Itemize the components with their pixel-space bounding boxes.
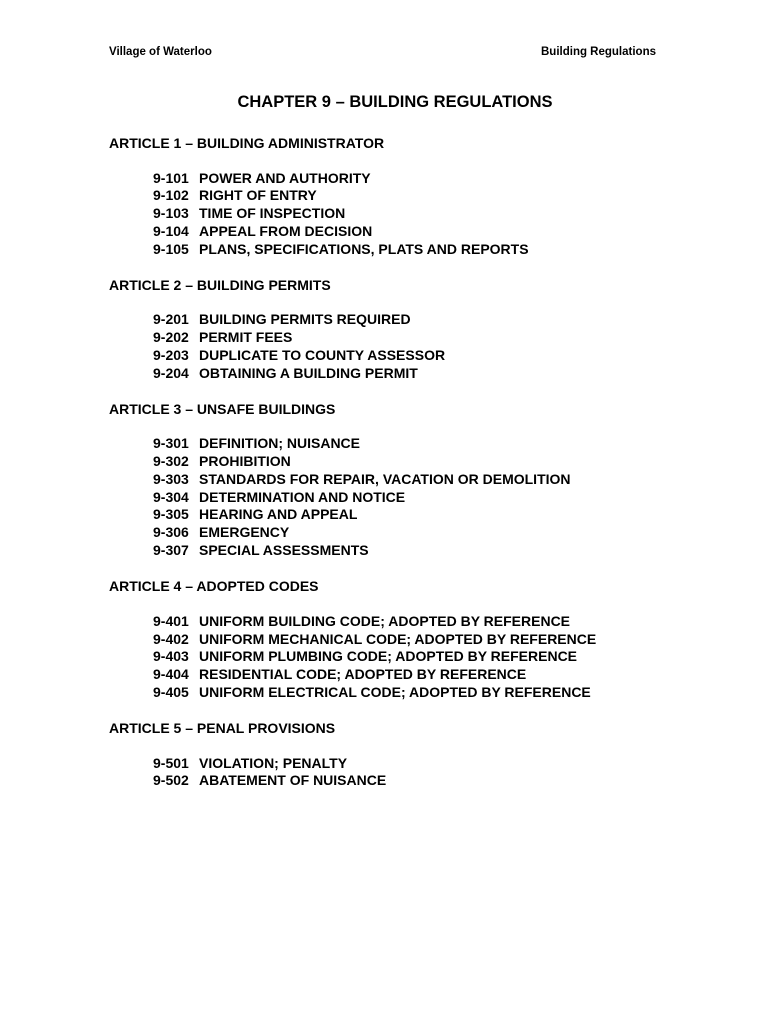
page-header bbox=[109, 46, 656, 62]
section-item bbox=[153, 489, 729, 507]
section-number: 9-405 bbox=[153, 683, 189, 700]
section-item bbox=[153, 542, 729, 560]
section-list bbox=[109, 613, 729, 702]
section-title: PROHIBITION bbox=[199, 453, 291, 470]
section-title: UNIFORM PLUMBING CODE; ADOPTED BY REFERENCE bbox=[199, 648, 578, 665]
section-list bbox=[109, 755, 729, 791]
section-number: 9-202 bbox=[153, 329, 189, 346]
section-title: ABATEMENT OF NUISANCE bbox=[199, 772, 387, 789]
article-heading: ARTICLE 5 – PENAL PROVISIONS bbox=[109, 720, 336, 737]
section-title: PLANS, SPECIFICATIONS, PLATS AND REPORTS bbox=[199, 240, 529, 257]
section-item bbox=[153, 772, 729, 790]
header-left-text: Village of Waterloo bbox=[109, 46, 212, 58]
section-item bbox=[153, 241, 729, 259]
section-title: OBTAINING A BUILDING PERMIT bbox=[199, 364, 418, 381]
section-title: APPEAL FROM DECISION bbox=[199, 222, 373, 239]
header-right-text: Building Regulations bbox=[541, 46, 656, 58]
section-number: 9-201 bbox=[153, 311, 189, 328]
section-list bbox=[109, 311, 729, 382]
article-heading: ARTICLE 4 – ADOPTED CODES bbox=[109, 578, 319, 595]
section-title: TIME OF INSPECTION bbox=[199, 205, 346, 221]
section-list bbox=[109, 435, 729, 559]
section-item bbox=[153, 223, 729, 241]
article-block bbox=[109, 719, 729, 790]
article-heading: ARTICLE 2 – BUILDING PERMITS bbox=[109, 276, 331, 293]
section-number: 9-304 bbox=[153, 488, 189, 505]
section-title: EMERGENCY bbox=[199, 524, 290, 541]
section-item bbox=[153, 755, 729, 773]
section-number: 9-301 bbox=[153, 435, 189, 452]
section-item bbox=[153, 648, 729, 666]
section-number: 9-401 bbox=[153, 612, 189, 629]
section-title: UNIFORM ELECTRICAL CODE; ADOPTED BY REFERENCE bbox=[199, 683, 591, 700]
article-block bbox=[109, 134, 729, 258]
section-item bbox=[153, 170, 729, 188]
section-title: RIGHT OF ENTRY bbox=[199, 187, 317, 204]
section-title: UNIFORM MECHANICAL CODE; ADOPTED BY REFERENCE bbox=[199, 630, 597, 647]
section-item bbox=[153, 187, 729, 205]
section-item bbox=[153, 506, 729, 524]
section-title: BUILDING PERMITS REQUIRED bbox=[199, 311, 411, 328]
section-number: 9-303 bbox=[153, 470, 189, 487]
section-item bbox=[153, 631, 729, 649]
article-heading: ARTICLE 3 – UNSAFE BUILDINGS bbox=[109, 400, 336, 417]
section-title: POWER AND AUTHORITY bbox=[199, 169, 371, 186]
section-number: 9-103 bbox=[153, 205, 189, 221]
section-title: DETERMINATION AND NOTICE bbox=[199, 488, 406, 505]
section-item bbox=[153, 347, 729, 365]
section-item bbox=[153, 435, 729, 453]
section-number: 9-302 bbox=[153, 453, 189, 470]
section-item bbox=[153, 613, 729, 631]
section-item bbox=[153, 329, 729, 347]
section-number: 9-306 bbox=[153, 524, 189, 541]
section-number: 9-204 bbox=[153, 364, 189, 381]
section-title: DUPLICATE TO COUNTY ASSESSOR bbox=[199, 346, 446, 363]
article-block bbox=[109, 400, 729, 560]
section-number: 9-402 bbox=[153, 630, 189, 647]
section-title: STANDARDS FOR REPAIR, VACATION OR DEMOLITION bbox=[199, 470, 571, 487]
section-number: 9-403 bbox=[153, 648, 189, 665]
section-number: 9-502 bbox=[153, 772, 189, 789]
section-item bbox=[153, 666, 729, 684]
article-heading: ARTICLE 1 – BUILDING ADMINISTRATOR bbox=[109, 135, 385, 151]
section-item bbox=[153, 684, 729, 702]
section-number: 9-307 bbox=[153, 541, 189, 558]
section-number: 9-404 bbox=[153, 666, 189, 683]
section-title: DEFINITION; NUISANCE bbox=[199, 435, 360, 452]
section-number: 9-203 bbox=[153, 346, 189, 363]
section-number: 9-104 bbox=[153, 222, 189, 239]
section-list bbox=[109, 170, 729, 259]
article-block bbox=[109, 577, 729, 701]
section-number: 9-305 bbox=[153, 506, 189, 523]
article-block bbox=[109, 276, 729, 383]
section-title: SPECIAL ASSESSMENTS bbox=[199, 541, 369, 558]
section-number: 9-105 bbox=[153, 240, 189, 257]
section-number: 9-501 bbox=[153, 754, 189, 771]
section-title: VIOLATION; PENALTY bbox=[199, 754, 348, 771]
section-title: HEARING AND APPEAL bbox=[199, 506, 358, 523]
section-number: 9-101 bbox=[153, 169, 189, 186]
section-item bbox=[153, 311, 729, 329]
section-title: UNIFORM BUILDING CODE; ADOPTED BY REFERENCE bbox=[199, 612, 571, 629]
section-item bbox=[153, 471, 729, 489]
section-title: PERMIT FEES bbox=[199, 329, 293, 346]
section-item bbox=[153, 365, 729, 383]
section-item bbox=[153, 453, 729, 471]
chapter-title: CHAPTER 9 – BUILDING REGULATIONS bbox=[237, 93, 553, 111]
section-title: RESIDENTIAL CODE; ADOPTED BY REFERENCE bbox=[199, 666, 527, 683]
section-number: 9-102 bbox=[153, 187, 189, 204]
section-item bbox=[153, 205, 729, 223]
section-item bbox=[153, 524, 729, 542]
table-of-contents bbox=[109, 134, 729, 808]
